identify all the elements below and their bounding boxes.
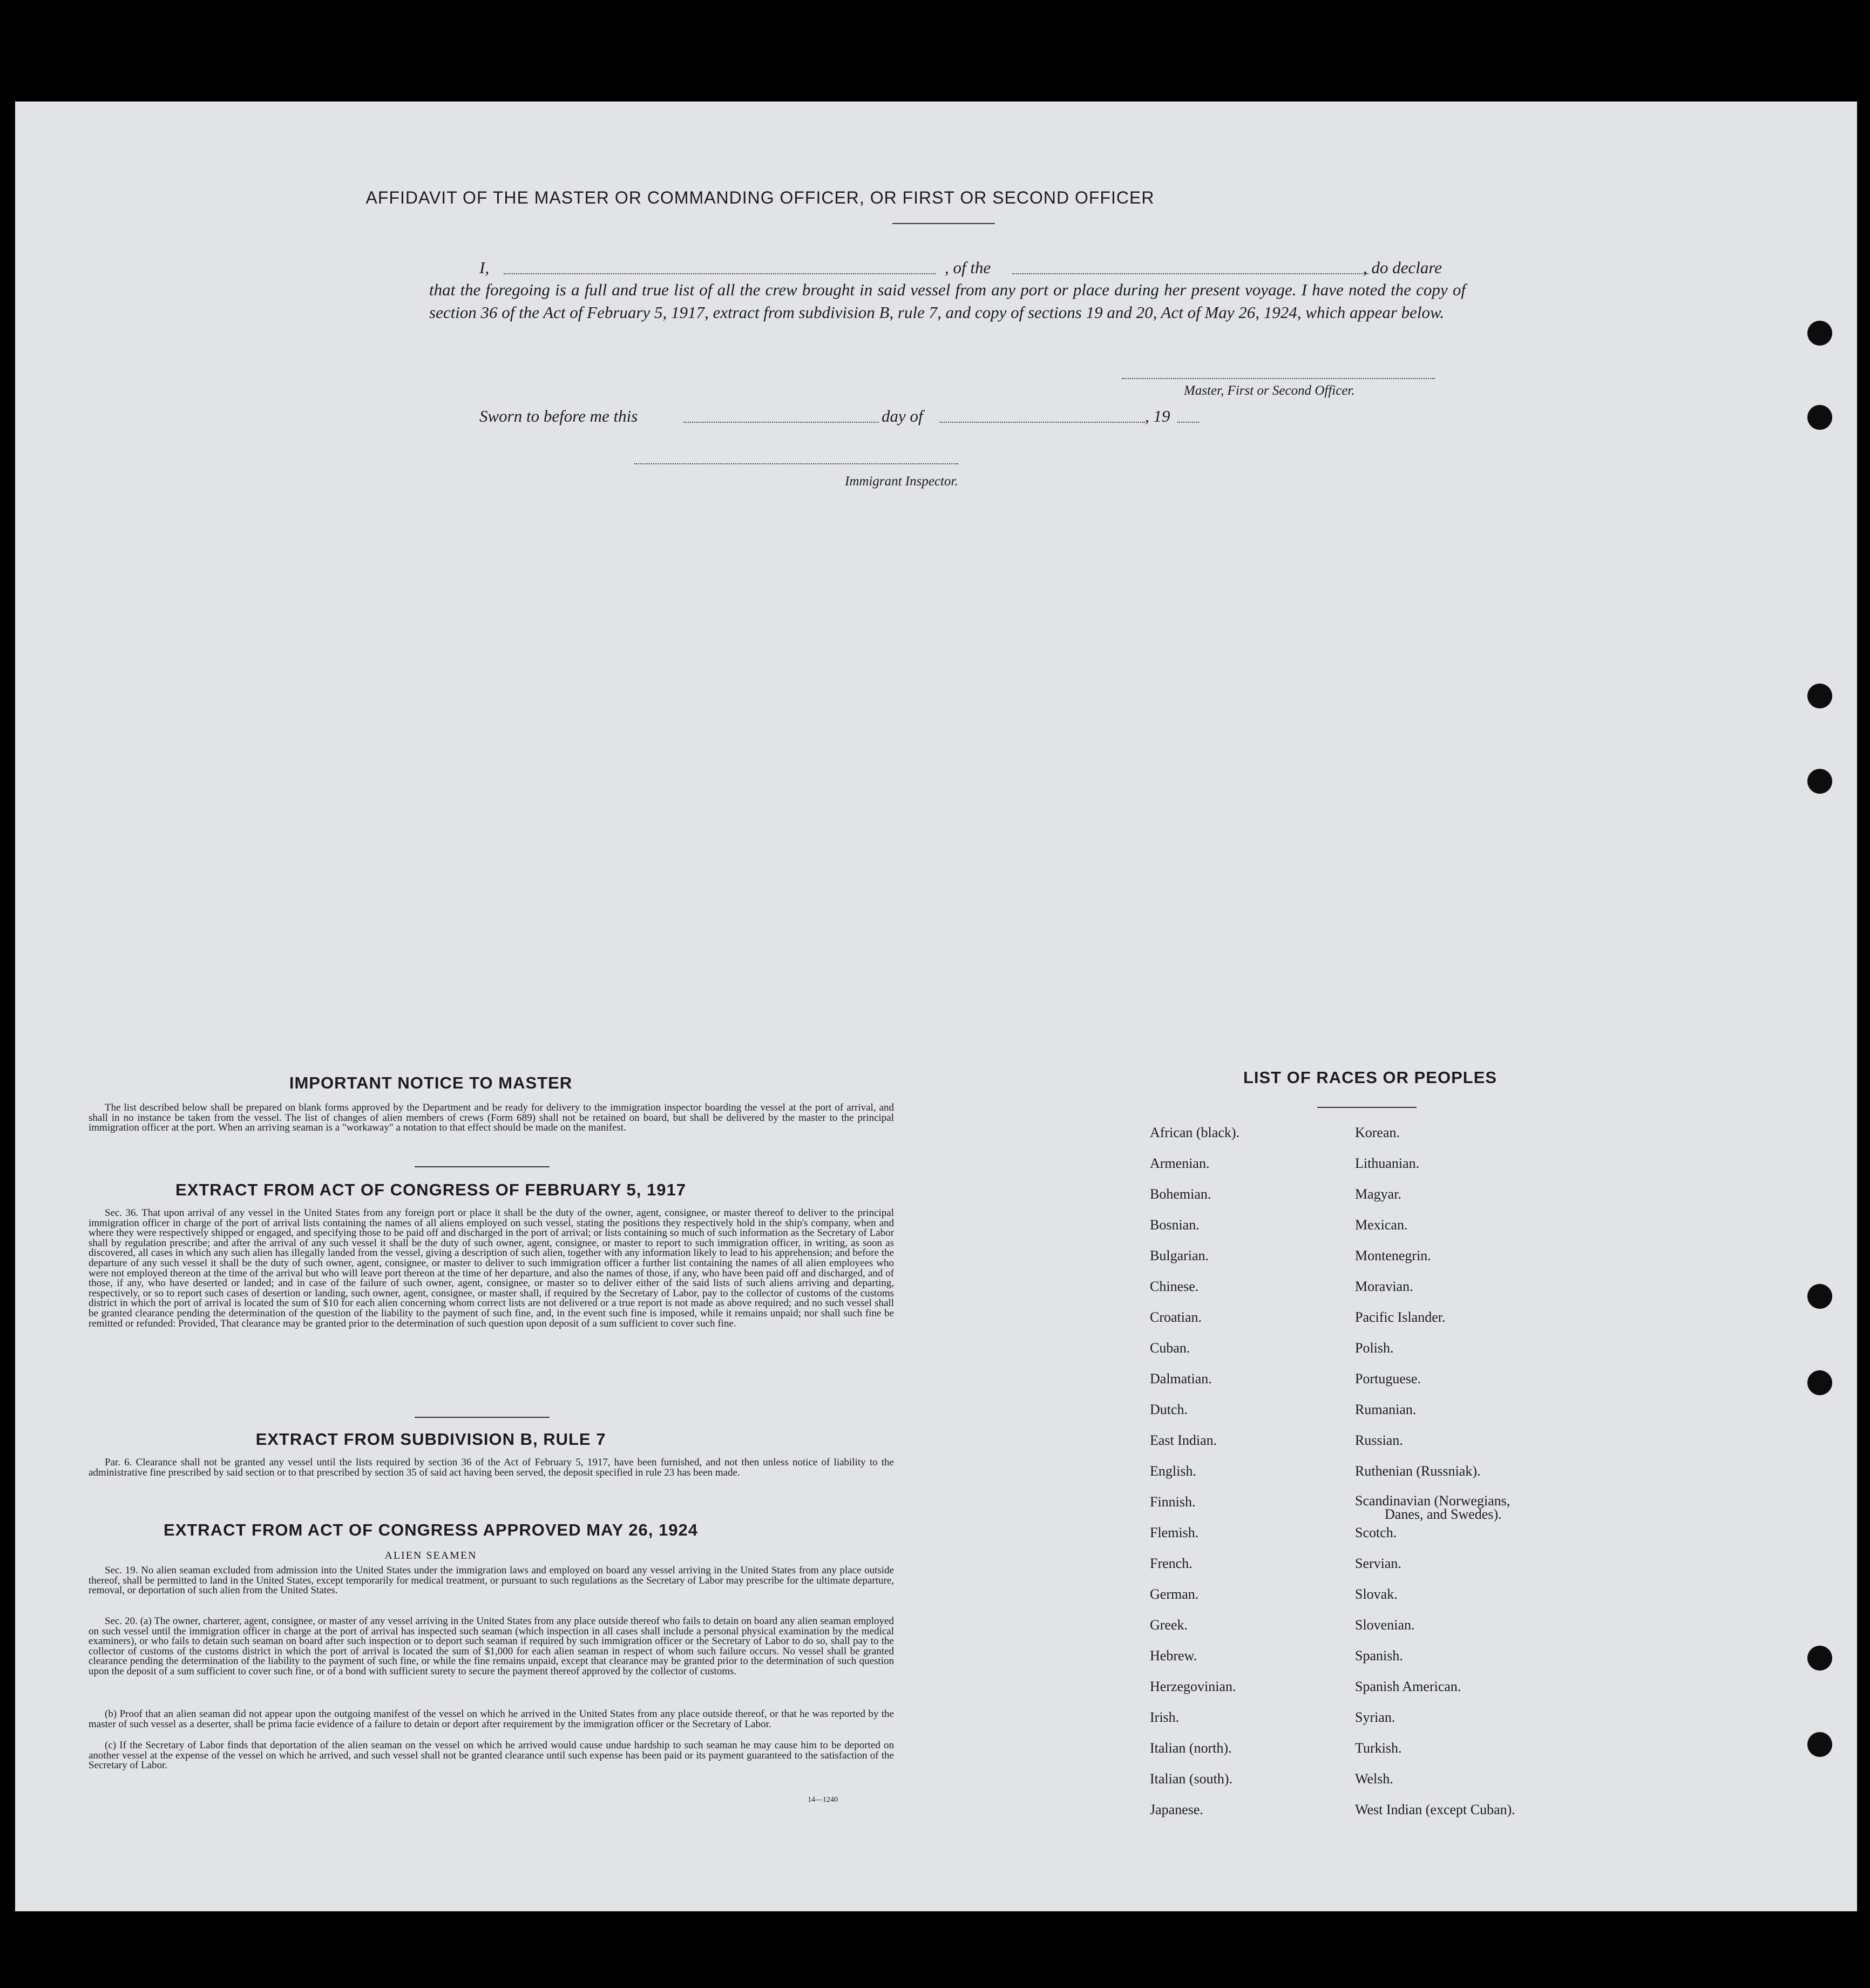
race-item: Portuguese.: [1355, 1371, 1421, 1387]
sworn-prefix: Sworn to before me this: [479, 407, 638, 425]
rule7-title: EXTRACT FROM SUBDIVISION B, RULE 7: [255, 1430, 606, 1449]
race-item: Welsh.: [1355, 1771, 1393, 1787]
race-item: Slovak.: [1355, 1586, 1398, 1602]
race-item: Korean.: [1355, 1125, 1400, 1140]
race-item: Ruthenian (Russniak).: [1355, 1463, 1481, 1479]
race-item: Herzegovinian.: [1150, 1679, 1236, 1694]
race-item: Bosnian.: [1150, 1217, 1200, 1233]
races-right-column: [1355, 1125, 1515, 1833]
race-item: Scotch.: [1355, 1525, 1397, 1540]
race-item: Italian (south).: [1150, 1771, 1233, 1787]
act-1924-sec20a: Sec. 20. (a) The owner, charterer, agent, consignee, or master of any vessel arriving in the United States from any place outside thereof who fails to detain on board any alien seaman employed on such vessel until the immigration officer in charge at the port of arrival has inspected such seaman (which inspection in all cases shall include a personal physical examination by the medical examiners), or who fails to detain such seaman on board after such inspection or to deport such seaman if required by such immigration officer or the Secretary of Labor to do so, shall pay to the collector of customs of the customs district in which the port of arrival is located the sum of $1,000 for each alien seaman in respect of whom such failure occurs. No vessel shall be granted clearance pending the determination of the liability to the payment of such fine, or while the fine remains unpaid, except that clearance may be granted prior to the determination of such question upon the deposit of a sum sufficient to cover such fine, or of a bond with sufficient surety to secure the payment thereof approved by the collector of customs.: [89, 1615, 894, 1677]
race-item: Moravian.: [1355, 1279, 1413, 1294]
act-1924-subtitle: ALIEN SEAMEN: [384, 1550, 477, 1561]
race-item: Rumanian.: [1355, 1402, 1417, 1417]
race-item: Armenian.: [1150, 1155, 1210, 1171]
race-item: Spanish American.: [1355, 1679, 1461, 1694]
race-item: Montenegrin.: [1355, 1248, 1431, 1263]
form-number: 14—1240: [808, 1796, 838, 1804]
signature-blank: [1122, 378, 1435, 379]
inspector-label: Immigrant Inspector.: [845, 474, 958, 489]
race-item: Lithuanian.: [1355, 1155, 1420, 1171]
act-1924-sec20c: (c) If the Secretary of Labor finds that deportation of the alien seaman on the vessel on which he arrived would cause undue hardship to such seaman he may cause him to be deported on another vessel at the expense of the vessel on which he arrived, and such vessel shall not be granted clearance until such expense has been paid or its payment guaranteed to the satisfaction of the Secretary of Labor.: [89, 1740, 894, 1771]
punch-hole: [1807, 769, 1832, 794]
race-item: West Indian (except Cuban).: [1355, 1802, 1515, 1817]
race-item: Syrian.: [1355, 1709, 1395, 1725]
races-title: LIST OF RACES OR PEOPLES: [1243, 1068, 1498, 1087]
race-item: Greek.: [1150, 1617, 1188, 1633]
act-1924-sec20b: (b) Proof that an alien seaman did not appear upon the outgoing manifest of the vessel on which he arrived in the United States from any place outside thereof, or that he was reported by the master of such vessel as a deserter, shall be prima facie evidence of a failure to detain or deport after requirement by the immigration officer or the Secretary of Labor.: [89, 1708, 894, 1730]
divider: [415, 1166, 550, 1167]
punch-hole: [1807, 1732, 1832, 1757]
race-item: African (black).: [1150, 1125, 1240, 1140]
punch-hole: [1807, 405, 1832, 430]
race-item: Polish.: [1355, 1340, 1394, 1356]
race-item: Finnish.: [1150, 1494, 1196, 1510]
race-item: Hebrew.: [1150, 1648, 1197, 1664]
race-item: Dalmatian.: [1150, 1371, 1212, 1387]
year-blank: [1177, 422, 1199, 423]
affidavit-line-mid: , of the: [945, 258, 991, 277]
day-blank: [683, 422, 879, 423]
race-item: Spanish.: [1355, 1648, 1403, 1664]
vessel-blank: [1012, 273, 1368, 274]
race-item: English.: [1150, 1463, 1196, 1479]
affidavit-declaration: that the foregoing is a full and true list of all the crew brought in said vessel from any port or place during her present voyage. I have noted the copy of section 36 of the Act of February 5, 1917, extract from subdivision B, rule 7, and copy of sections 19 and 20, Act of May 26, 1924, which appear below.: [429, 280, 1466, 322]
notice-text: The list described below shall be prepared on blank forms approved by the Department and be ready for delivery to the immigration inspector boarding the vessel at the port of arrival, and shall in no instance be taken from the vessel. The list of changes of alien members of crews (Form 689) shall not be retained on board, but shall be delivered by the master to the principal immigration officer at the port. When an arriving seaman is a "workaway" a notation to that effect should be made on the manifest.: [89, 1102, 894, 1134]
affidavit-line-end: , do declare: [1363, 258, 1442, 277]
race-item: Croatian.: [1150, 1309, 1202, 1325]
punch-hole: [1807, 321, 1832, 346]
signature-label: Master, First or Second Officer.: [1184, 383, 1355, 398]
race-item-line: Danes, and Swedes).: [1385, 1506, 1502, 1522]
divider: [1317, 1107, 1417, 1108]
manifest-page: [15, 102, 1857, 1911]
notice-title: IMPORTANT NOTICE TO MASTER: [289, 1073, 573, 1092]
race-item: Slovenian.: [1355, 1617, 1415, 1633]
race-item: Dutch.: [1150, 1402, 1188, 1417]
divider: [892, 223, 995, 224]
affidavit-line-start: I,: [479, 258, 490, 277]
punch-hole: [1807, 1646, 1832, 1671]
race-item: Bohemian.: [1150, 1186, 1211, 1202]
race-item: Mexican.: [1355, 1217, 1408, 1233]
divider: [415, 1417, 550, 1418]
punch-hole: [1807, 684, 1832, 708]
race-item: [1355, 1494, 1515, 1525]
name-blank: [504, 273, 936, 274]
race-item: Turkish.: [1355, 1740, 1402, 1756]
sworn-year: , 19: [1145, 407, 1170, 425]
punch-hole: [1807, 1284, 1832, 1309]
sworn-day: day of: [882, 407, 923, 425]
race-item: Bulgarian.: [1150, 1248, 1209, 1263]
race-item: French.: [1150, 1556, 1193, 1571]
race-item: Russian.: [1355, 1432, 1403, 1448]
race-item: Pacific Islander.: [1355, 1309, 1446, 1325]
affidavit-title: AFFIDAVIT OF THE MASTER OR COMMANDING OFFICER, OR FIRST OR SECOND OFFICER: [365, 188, 1155, 207]
races-left-column: [1150, 1125, 1239, 1833]
inspector-signature-blank: [634, 463, 958, 464]
race-item: Japanese.: [1150, 1802, 1203, 1817]
rule7-text: Par. 6. Clearance shall not be granted any vessel until the lists required by section 36 of the Act of February 5, 1917, have been furnished, and not then unless notice of liability to the administrative fine prescribed by said section or to that prescribed by section 35 of said act having been served, the deposit specified in rule 23 has been made.: [89, 1457, 894, 1478]
act-1924-sec19: Sec. 19. No alien seaman excluded from admission into the United States under the immigration laws and employed on board any vessel arriving in the United States from any place outside thereof, shall be permitted to land in the United States, except temporarily for medical treatment, or pursuant to such regulations as the Secretary of Labor may prescribe for the ultimate departure, removal, or deportation of such alien from the United States.: [89, 1565, 894, 1597]
race-item: Magyar.: [1355, 1186, 1401, 1202]
race-item: Flemish.: [1150, 1525, 1199, 1540]
punch-hole: [1807, 1370, 1832, 1395]
act-1917-text: Sec. 36. That upon arrival of any vessel in the United States from any foreign port or place it shall be the duty of the owner, agent, consignee, or master thereof to deliver to the principal immigration officer in charge of the port of arrival lists containing the names of all aliens employed on such vessel, stating the positions they respectively hold in the ship's company, when and where they were respectively shipped or engaged, and specifying those to be paid off and discharged in the port of arrival; or lists containing so much of such information as the Secretary of Labor shall by regulation prescribe; and after the arrival of any such vessel it shall be the duty of such owner, agent, consignee, or master to report to such immigration officer, in writing, as soon as discovered, all cases in which any such alien has illegally landed from the vessel, giving a description of such alien, together with any information likely to lead to his apprehension; and before the departure of any such vessel it shall be the duty of such owner, agent, consignee, or master to deliver to such immigration officer a further list containing the names of all alien employees who were not employed thereon at the time of the arrival but who will leave port thereon at the time of her departure, and also the names of those, if any, who have been paid off and discharged, and of those, if any, who have deserted or landed; and in case of the failure of such owner, agent, consignee, or master so to deliver either of the said lists of such aliens arriving and departing, respectively, or so to report such cases of desertion or landing, such owner, agent, consignee, or master shall, if required by the Secretary of Labor, pay to the collector of customs of the customs district in which the port of arrival is located the sum of $10 for each alien concerning whom correct lists are not delivered or a true report is not made as above required; and no such vessel shall be granted clearance pending the determination of the question of the liability to the payment of such fine, and, in the event such fine is imposed, while it remains unpaid; nor shall such fine be remitted or refunded: Provided, That clearance may be granted prior to the determination of such question upon deposit of a sum sufficient to cover such fine.: [89, 1207, 894, 1329]
race-item: German.: [1150, 1586, 1199, 1602]
act-1917-title: EXTRACT FROM ACT OF CONGRESS OF FEBRUARY 5, 1917: [175, 1180, 686, 1199]
race-item: Cuban.: [1150, 1340, 1190, 1356]
race-item: Servian.: [1355, 1556, 1401, 1571]
race-item: Chinese.: [1150, 1279, 1199, 1294]
race-item: East Indian.: [1150, 1432, 1217, 1448]
act-1924-title: EXTRACT FROM ACT OF CONGRESS APPROVED MAY 26, 1924: [164, 1520, 698, 1539]
race-item: Irish.: [1150, 1709, 1180, 1725]
race-item-line: Scandinavian (Norwegians,: [1355, 1493, 1510, 1509]
month-blank: [940, 422, 1145, 423]
race-item: Italian (north).: [1150, 1740, 1232, 1756]
